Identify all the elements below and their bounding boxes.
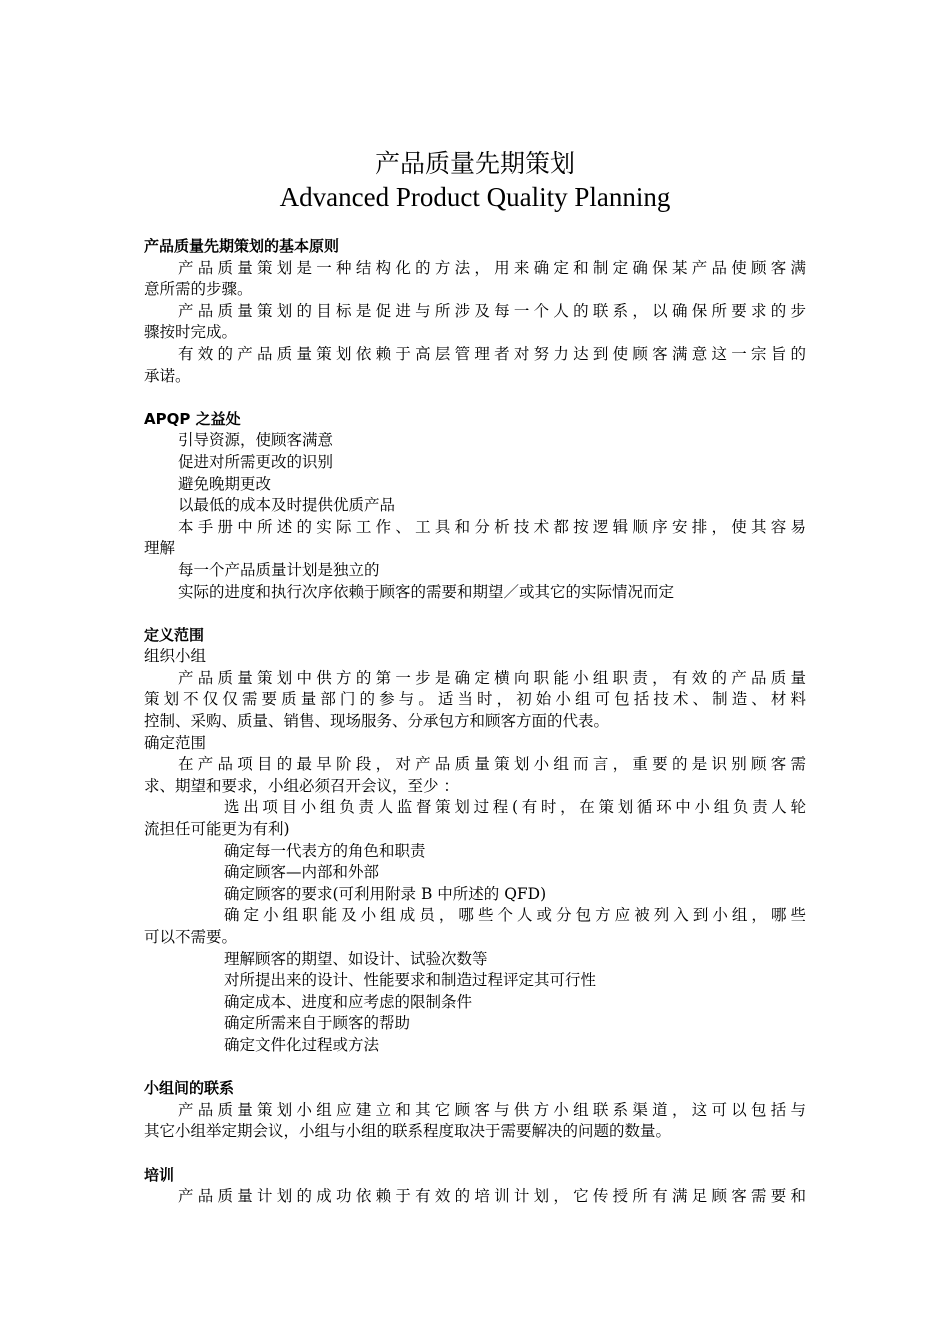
list-item: 确定所需来自于顾客的帮助 <box>224 1014 411 1033</box>
subheading: 确定范围 <box>144 733 207 752</box>
paragraph-line: 承诺。 <box>144 366 191 385</box>
section-spacer <box>144 1057 806 1079</box>
title-english: Advanced Product Quality Planning <box>279 182 671 212</box>
paragraph-line: 产品质量策划小组应建立和其它顾客与供方小组联系渠道，这可以包括与 <box>178 1100 806 1119</box>
section-heading-training: 培训 <box>144 1165 175 1184</box>
list-item: 确定顾客—内部和外部 <box>224 863 380 882</box>
list-item: 确定小组职能及小组成员，哪些个人或分包方应被列入到小组，哪些 <box>224 906 806 925</box>
list-item: 选出项目小组负责人监督策划过程(有时，在策划循环中小组负责人轮 <box>224 798 806 817</box>
paragraph-line: 在产品项目的最早阶段，对产品质量策划小组而言，重要的是识别顾客需 <box>178 755 806 774</box>
section-heading-scope: 定义范围 <box>144 625 205 644</box>
subheading: 组织小组 <box>144 647 207 666</box>
paragraph-line: 求、期望和要求，小组必须召开会议，至少 ： <box>144 776 459 795</box>
list-item: 以最低的成本及时提供优质产品 <box>178 496 396 515</box>
paragraph-line: 控制、采购、质量、销售、现场服务、分承包方和顾客方面的代表。 <box>144 712 610 731</box>
paragraph-line: 策划不仅仅需要质量部门的参与。适当时，初始小组可包括技术、制造、材料 <box>144 690 806 709</box>
document-body <box>144 236 806 1208</box>
paragraph-line: 意所需的步骤。 <box>144 280 253 299</box>
section-heading-benefits: APQP 之益处 <box>144 409 241 428</box>
list-item-continuation: 理解 <box>144 539 176 558</box>
list-item: 对所提出来的设计、性能要求和制造过程评定其可行性 <box>224 971 597 990</box>
list-item-continuation: 流担任可能更为有利) <box>144 820 290 839</box>
section-heading-principles: 产品质量先期策划的基本原则 <box>144 237 340 255</box>
list-item-continuation: 可以不需要。 <box>144 928 238 946</box>
list-item: 引导资源，使顾客满意 <box>178 431 334 450</box>
list-item: 避免晚期更改 <box>178 474 272 493</box>
paragraph-line: 有效的产品质量策划依赖于高层管理者对努力达到使顾客满意这一宗旨的 <box>178 344 806 363</box>
list-item: 确定成本、进度和应考虑的限制条件 <box>224 992 473 1011</box>
section-heading-liaison: 小组间的联系 <box>144 1079 235 1098</box>
document-title <box>144 146 806 212</box>
paragraph-line: 产品质量策划中供方的第一步是确定横向职能小组职责，有效的产品质量 <box>178 668 806 687</box>
list-item: 确定每一代表方的角色和职责 <box>224 841 426 860</box>
list-item: 理解顾客的期望、如设计、试验次数等 <box>224 949 488 968</box>
list-item: 确定顾客的要求(可利用附录 B 中所述的 QFD) <box>224 884 547 903</box>
list-item: 实际的进度和执行次序依赖于顾客的需要和期望／或其它的实际情况而定 <box>178 582 675 601</box>
list-item: 促进对所需更改的识别 <box>178 452 334 471</box>
list-item: 确定文件化过程或方法 <box>224 1035 380 1054</box>
paragraph-line: 其它小组举定期会议，小组与小组的联系程度取决于需要解决的问题的数量。 <box>144 1122 672 1141</box>
title-chinese: 产品质量先期策划 <box>374 149 575 178</box>
section-spacer <box>144 1143 806 1165</box>
section-spacer <box>144 387 806 409</box>
paragraph-line: 产品质量策划是一种结构化的方法，用来确定和制定确保某产品使顾客满 <box>178 258 806 277</box>
section-spacer <box>144 603 806 625</box>
list-item: 本手册中所述的实际工作、工具和分析技术都按逻辑顺序安排，使其容易 <box>178 517 806 536</box>
list-item: 每一个产品质量计划是独立的 <box>178 560 380 579</box>
paragraph-line: 产品质量计划的成功依赖于有效的培训计划，它传授所有满足顾客需要和 <box>178 1187 806 1206</box>
paragraph-line: 产品质量策划的目标是促进与所涉及每一个人的联系，以确保所要求的步 <box>178 301 806 320</box>
paragraph-line: 骤按时完成。 <box>144 323 238 342</box>
